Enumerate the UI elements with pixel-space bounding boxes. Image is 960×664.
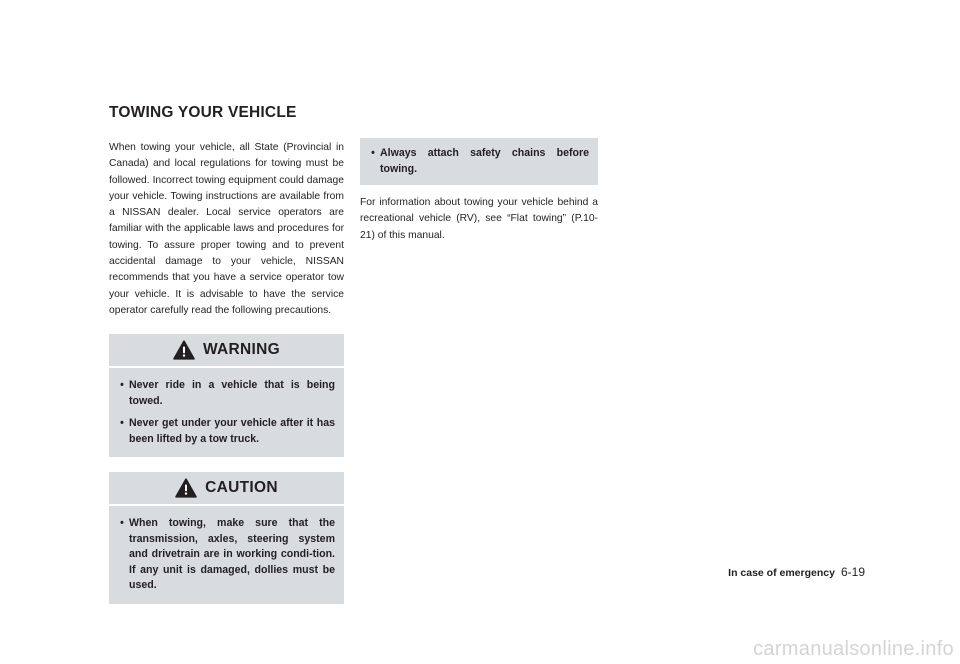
warning-triangle-icon xyxy=(175,478,197,498)
warning-item-text: Never ride in a vehicle that is being towed. xyxy=(129,379,335,407)
watermark: carmanualsonline.info xyxy=(753,638,954,660)
bullet-marker: • xyxy=(120,379,124,392)
caution-label: CAUTION xyxy=(205,479,278,497)
warning-item-text: Never get under your vehicle after it has been lifted by a tow truck. xyxy=(129,417,335,445)
intro-paragraph: When towing your vehicle, all State (Provincial in Canada) and local regulations for towing must be followed. Incorrect towing equipment could damage your vehicle. Towing instructions are available from a NISSAN dealer. Local service operators are familiar with the applicable laws and procedures for towing. To assure proper towing and to prevent accidental damage to your vehicle, NISSAN recommends that you have a service operator tow your vehicle. It is advisable to have the service operator carefully read the following precautions. xyxy=(109,142,344,316)
caution-box xyxy=(109,472,344,604)
continued-item xyxy=(366,146,589,177)
continued-item-text: Always attach safety chains before towing. xyxy=(380,147,589,175)
warning-label: WARNING xyxy=(202,341,280,359)
page-number: 6-19 xyxy=(840,565,865,579)
right-column xyxy=(360,138,598,244)
caution-header xyxy=(109,472,344,504)
continued-warning-box xyxy=(360,138,598,185)
left-column xyxy=(109,140,344,604)
bullet-marker: • xyxy=(120,517,124,530)
warning-item xyxy=(115,416,335,447)
caution-item-text: When towing, make sure that the transmission, axles, steering system and drivetrain are in working condi-tion. If any unit is damaged, dollies must be used. xyxy=(129,517,335,592)
warning-box xyxy=(109,334,344,457)
bullet-marker: • xyxy=(120,417,124,430)
warning-body xyxy=(109,368,344,457)
section-title: TOWING YOUR VEHICLE xyxy=(109,104,297,121)
warning-header xyxy=(109,334,344,366)
footer-section-name: In case of emergency xyxy=(728,567,835,579)
caution-item xyxy=(115,516,335,594)
warning-triangle-icon xyxy=(173,340,195,360)
caution-body xyxy=(109,506,344,604)
page-footer xyxy=(640,565,865,579)
bullet-marker: • xyxy=(371,147,375,159)
warning-item xyxy=(115,378,335,409)
rv-paragraph: For information about towing your vehicle behind a recreational vehicle (RV), see “Flat towing” (P.10-21) of this manual. xyxy=(360,197,598,241)
